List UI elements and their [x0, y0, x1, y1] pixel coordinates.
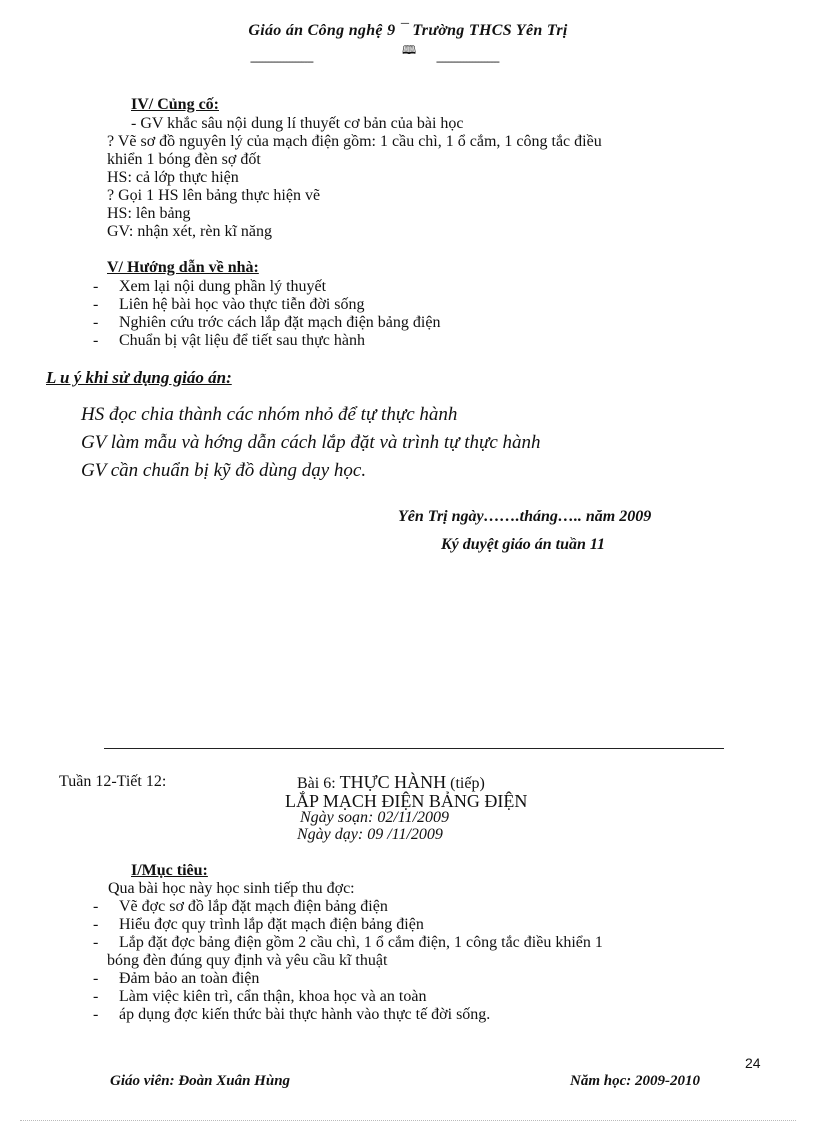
- section-5-dash: -: [93, 296, 99, 313]
- section-4-heading: IV/ Củng cố:: [131, 96, 220, 113]
- footer-teacher: Giáo viên: Đoàn Xuân Hùng: [110, 1073, 291, 1089]
- lesson-date-taught: Ngày dạy: 09 /11/2009: [297, 826, 443, 843]
- lesson-prefix: Bài 6:: [297, 775, 340, 792]
- section-1-item-6: áp dụng đợc kiến thức bài thực hành vào thực tế đời sống.: [119, 1006, 491, 1023]
- section-5-item-1: Xem lại nội dung phần lý thuyết: [119, 278, 327, 295]
- footer-school-year: Năm học: 2009-2010: [570, 1073, 700, 1089]
- section-5-item-2: Liên hệ bài học vào thực tiễn đời sống: [119, 296, 365, 313]
- section-1-intro: Qua bài học này học sinh tiếp thu đợc:: [108, 880, 355, 897]
- section-4-line-2: ? Vẽ sơ đồ nguyên lý của mạch điện gồm: 1 cầu chì, 1 ổ cắm, 1 công tắc điều: [107, 133, 602, 150]
- section-4-line-4: HS: cả lớp thực hiện: [107, 169, 239, 186]
- section-1-heading: I/Mục tiêu:: [131, 862, 208, 879]
- section-4-line-6: HS: lên bảng: [107, 205, 191, 222]
- section-5-item-4: Chuẩn bị vật liệu để tiết sau thực hành: [119, 332, 365, 349]
- section-1-dash: -: [93, 898, 99, 915]
- section-4-line-1: - GV khắc sâu nội dung lí thuyết cơ bản của bài học: [131, 115, 464, 132]
- notes-line-3: GV cần chuẩn bị kỹ đồ dùng dạy học.: [81, 460, 367, 481]
- lesson-week: Tuần 12-Tiết 12:: [59, 773, 167, 790]
- section-1-dash: -: [93, 934, 99, 951]
- section-4-line-5: ? Gọi 1 HS lên bảng thực hiện vẽ: [107, 187, 321, 204]
- section-1-dash: -: [93, 988, 99, 1005]
- lesson-separator: [104, 748, 724, 749]
- header-rule-right: ---------------------: [436, 54, 499, 68]
- lesson-date-prepared: Ngày soạn: 02/11/2009: [300, 809, 450, 826]
- page-number: 24: [745, 1055, 761, 1071]
- signature-approval: Ký duyệt giáo án tuần 11: [441, 536, 606, 553]
- section-1-item-5: Làm việc kiên trì, cẩn thận, khoa học và an toàn: [119, 988, 427, 1005]
- lesson-name: THỰC HÀNH: [339, 772, 447, 792]
- section-1-dash: -: [93, 916, 99, 933]
- lesson-suffix: (tiếp): [446, 775, 485, 792]
- book-icon: 🕮: [402, 43, 417, 57]
- page-bottom-border: [20, 1120, 796, 1121]
- lesson-subtitle: LẮP MẠCH ĐIỆN BẢNG ĐIỆN: [285, 791, 528, 811]
- notes-heading: L u ý khi sử dụng giáo án:: [46, 368, 232, 387]
- notes-line-2: GV làm mẫu và hớng dẫn cách lắp đặt và trình tự thực hành: [81, 432, 541, 453]
- header-rule-left: ---------------------: [250, 54, 313, 68]
- notes-line-1: HS đọc chia thành các nhóm nhỏ để tự thực hành: [81, 404, 458, 425]
- section-1-item-3-continued: bóng đèn đúng quy định và yêu cầu kĩ thuật: [107, 952, 388, 969]
- section-1-item-1: Vẽ đợc sơ đồ lắp đặt mạch điện bảng điện: [119, 898, 388, 915]
- section-1-item-2: Hiểu đợc quy trình lắp đặt mạch điện bảng điện: [119, 916, 424, 933]
- section-4-line-3: khiển 1 bóng đèn sợ đốt: [107, 151, 261, 168]
- section-1-item-4: Đảm bảo an toàn điện: [119, 970, 260, 987]
- section-5-item-3: Nghiên cứu trớc cách lắp đặt mạch điện bảng điện: [119, 314, 441, 331]
- section-1-dash: -: [93, 970, 99, 987]
- signature-place-date: Yên Trị ngày…….tháng….. năm 2009: [398, 508, 652, 525]
- section-1-dash: -: [93, 1006, 99, 1023]
- lesson-title: [297, 773, 485, 793]
- page-header-title: Giáo án Công nghệ 9 ¯ Trường THCS Yên Trị: [248, 22, 568, 39]
- section-5-heading: V/ Hướng dẫn về nhà:: [107, 259, 259, 276]
- section-5-dash: -: [93, 332, 99, 349]
- section-1-item-3: Lắp đặt đợc bảng điện gồm 2 cầu chì, 1 ổ cắm điện, 1 công tắc điều khiển 1: [119, 934, 603, 951]
- section-4-line-7: GV: nhận xét, rèn kĩ năng: [107, 223, 272, 240]
- section-5-dash: -: [93, 314, 99, 331]
- section-5-dash: -: [93, 278, 99, 295]
